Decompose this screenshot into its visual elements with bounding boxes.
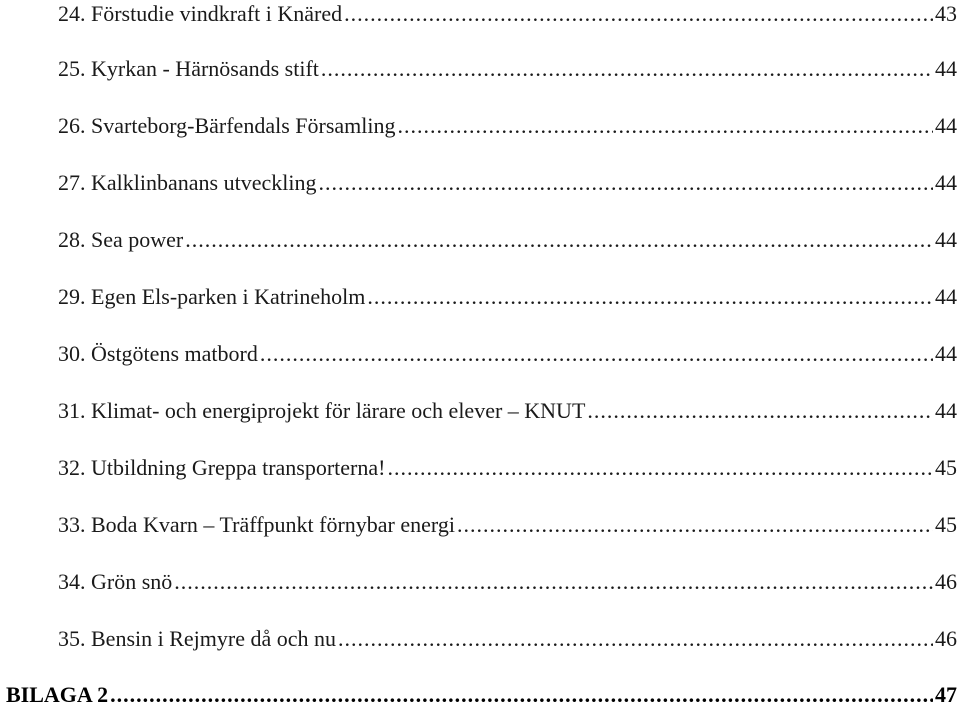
dot-leader [457,511,933,539]
toc-entry-page: 44 [935,113,957,138]
toc-entry-title: 34. Grön snö [58,569,173,594]
toc-entry-title: 28. Sea power [58,227,184,252]
toc-entry-title: 24. Förstudie vindkraft i Knäred [58,1,343,26]
dot-leader [260,340,933,368]
toc-entry-title: 25. Kyrkan - Härnösands stift [58,56,319,81]
toc-entry-page: 45 [935,455,957,480]
toc-entry-35[interactable] [58,625,957,653]
dot-leader [387,454,933,482]
toc-entry-26[interactable] [58,112,957,140]
toc-entry-33[interactable] [58,511,957,539]
toc-entry-31[interactable] [58,397,957,425]
dot-leader [110,681,933,709]
toc-entry-page: 46 [935,626,957,651]
toc-entry-page: 44 [935,227,957,252]
toc-entry-27[interactable] [58,169,957,197]
toc-entry-25[interactable] [58,55,957,83]
toc-entry-30[interactable] [58,340,957,368]
toc-entry-title: 26. Svarteborg-Bärfendals Församling [58,113,396,138]
dot-leader [321,55,933,83]
toc-entry-page: 43 [935,1,957,26]
toc-entry-title: 27. Kalklinbanans utveckling [58,170,317,195]
dot-leader [344,0,933,28]
toc-entry-page: 44 [935,284,957,309]
dot-leader [367,283,933,311]
toc-entry-title: 33. Boda Kvarn – Träffpunkt förnybar energi [58,512,455,537]
toc-entry-title: 29. Egen Els-parken i Katrineholm [58,284,366,309]
dot-leader [318,169,933,197]
toc-entry-page: 46 [935,569,957,594]
toc-entry-page: 44 [935,341,957,366]
dot-leader [338,625,933,653]
toc-heading-bilaga-2[interactable] [6,681,957,709]
toc-entry-title: 32. Utbildning Greppa transporterna! [58,455,386,480]
toc-entry-title: 35. Bensin i Rejmyre då och nu [58,626,337,651]
dot-leader [174,568,933,596]
toc-entry-page: 45 [935,512,957,537]
toc-entry-34[interactable] [58,568,957,596]
toc-entry-29[interactable] [58,283,957,311]
toc-entry-title: 31. Klimat- och energiprojekt för lärare och elever – KNUT [58,398,586,423]
toc-entry-page: 44 [935,398,957,423]
dot-leader [185,226,933,254]
toc-entry-page: 44 [935,170,957,195]
dot-leader [587,397,933,425]
toc-entry-title: 30. Östgötens matbord [58,341,258,366]
dot-leader [397,112,933,140]
toc-entry-24[interactable] [58,0,957,28]
toc-heading-title: BILAGA 2 [6,682,109,707]
toc-heading-page: 47 [935,682,957,707]
toc-entry-page: 44 [935,56,957,81]
toc-entry-32[interactable] [58,454,957,482]
toc-entry-28[interactable] [58,226,957,254]
